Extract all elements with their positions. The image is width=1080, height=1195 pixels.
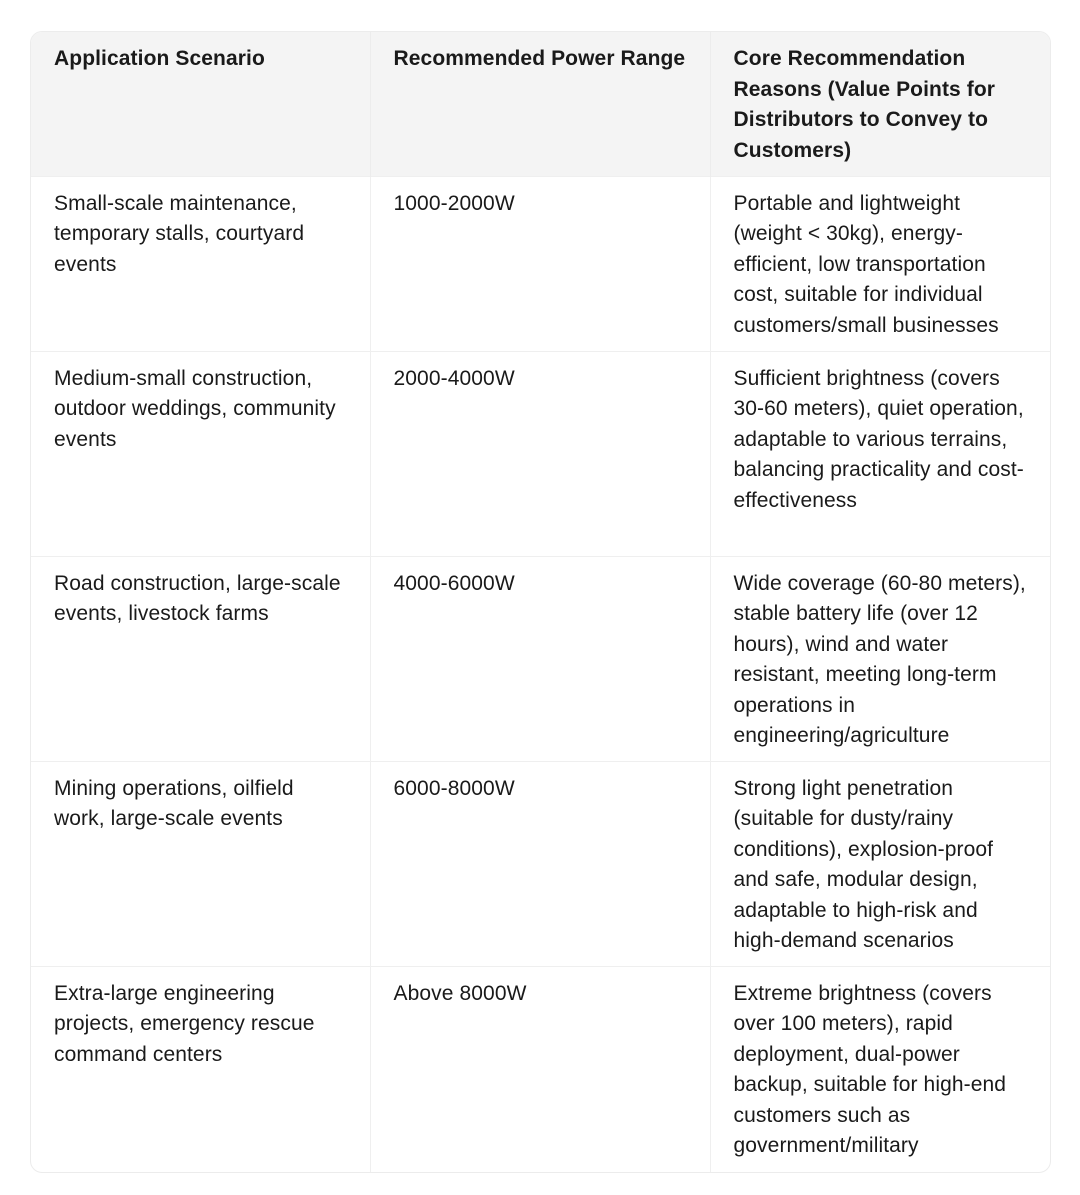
table-row (31, 176, 1050, 351)
cell-reasons: Extreme brightness (covers over 100 meters), rapid deployment, dual-power backup, suitable for high-end customers such as government/military (710, 966, 1050, 1172)
cell-scenario: Small-scale maintenance, temporary stalls, courtyard events (31, 176, 370, 351)
cell-power-range: Above 8000W (370, 966, 710, 1172)
cell-scenario: Extra-large engineering projects, emergency rescue command centers (31, 966, 370, 1172)
cell-power-range: 4000-6000W (370, 556, 710, 761)
table-row (31, 966, 1050, 1172)
cell-power-range: 1000-2000W (370, 176, 710, 351)
cell-scenario: Medium-small construction, outdoor weddings, community events (31, 351, 370, 556)
table-row (31, 761, 1050, 966)
cell-power-range: 2000-4000W (370, 351, 710, 556)
cell-scenario: Road construction, large-scale events, livestock farms (31, 556, 370, 761)
recommendation-table (31, 32, 1050, 1172)
cell-reasons: Sufficient brightness (covers 30-60 meters), quiet operation, adaptable to various terrains, balancing practicality and cost-effectiveness (710, 351, 1050, 556)
cell-scenario: Mining operations, oilfield work, large-scale events (31, 761, 370, 966)
cell-power-range: 6000-8000W (370, 761, 710, 966)
column-header-reasons: Core Recommendation Reasons (Value Points for Distributors to Convey to Customers) (710, 32, 1050, 176)
recommendation-table-container (30, 31, 1051, 1173)
table-row (31, 351, 1050, 556)
cell-reasons: Portable and lightweight (weight < 30kg), energy-efficient, low transportation cost, suitable for individual customers/small businesses (710, 176, 1050, 351)
cell-reasons: Wide coverage (60-80 meters), stable battery life (over 12 hours), wind and water resistant, meeting long-term operations in engineering/agriculture (710, 556, 1050, 761)
cell-reasons: Strong light penetration (suitable for dusty/rainy conditions), explosion-proof and safe, modular design, adaptable to high-risk and high-demand scenarios (710, 761, 1050, 966)
column-header-scenario: Application Scenario (31, 32, 370, 176)
column-header-power-range: Recommended Power Range (370, 32, 710, 176)
table-row (31, 556, 1050, 761)
table-header-row (31, 32, 1050, 176)
